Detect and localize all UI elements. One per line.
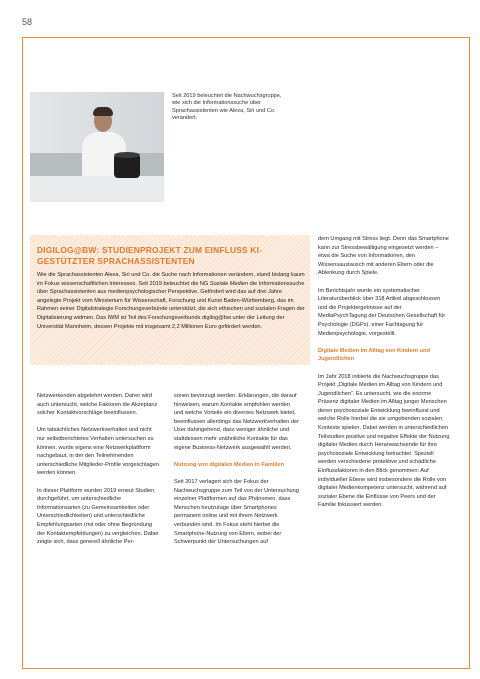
text-column-3 bbox=[318, 235, 450, 519]
column3-paragraph-1: dem Umgang mit Stress liegt. Denn das Smartphone kann zur Stressbewältigung eingesetzt werden – etwa die Suche von Informationen, den Wissensaustausch mit anderen Eltern oder die Ablenkung durch Spiele. bbox=[318, 236, 449, 277]
photo-caption: Seit 2019 beleuchtet die Nachwuchsgruppe, wie sich die Informationssuche über Sprachassistenten wie Alexa, Siri und Co. verändert. bbox=[172, 93, 282, 122]
column3-paragraph-2: Im Berichtsjahr wurde ein systematischer Literaturüberblick über 318 Artikel abgeschlossen und die Projektergebnisse auf der MediaPsychTagung der Deutschen Gesellschaft für Psychologie (DGPs), einer Fachtagung für Medienpsychologie, vorgestellt. bbox=[318, 287, 446, 337]
page-number: 58 bbox=[22, 17, 33, 27]
column2-paragraph-2: Seit 2017 verlagert sich der Fokus der Nachwuchsgruppe zum Teil von der Untersuchung einzelner Plattformen auf das Phänomen, dass Menschen heutzutage über Smartphones permanent online und mit ihrem Netzwerk verbunden sind. Im Fokus steht hierbei die Smartphone-Nutzung von Eltern, wobei der Schwerpunkt der Untersuchungen auf bbox=[174, 478, 299, 546]
text-column-2 bbox=[174, 392, 300, 555]
column1-paragraph-3: In dieser Plattform wurden 2019 erneut Studien durchgeführt, um unterschiedliche Informationsarten (zu Gemeinsamkeiten oder Unterschiedlichkeiten) und unterschiedliche Empfehlungsarten (mit oder ohne Begründung der Kontaktempfehlungen) zu vergleichen. Dabei zeigte sich, dass generell ähnliche Per- bbox=[37, 487, 159, 546]
infobox-text-part1: Wie die Sprachassistenten Alexa, Siri und Co. die Suche nach Informationen verändern, stand bislang kaum im Fokus wissenschaftlichen Interesses. Seit 2019 beleuchtet die NG bbox=[37, 272, 305, 287]
column2-paragraph-1: sonen bevorzugt werden. Erklärungen, die darauf hinweisen, warum Kontakte empfohlen werden und welche Vorteile ein diverses Netzwerk bietet, beeinflussen allerdings das Netzwerkverhalten der User dahingehend, dass weniger ähnliche und stattdessen mehr unähnliche Kontakte für das eigene Business-Netzwerk ausgewählt werden. bbox=[174, 393, 299, 451]
infobox-text-emphasis: Soziale Medien bbox=[209, 280, 249, 287]
photo-man-with-speaker bbox=[30, 92, 164, 202]
text-column-1 bbox=[37, 392, 159, 555]
column3-paragraph-3: Im Jahr 2018 initiierte die Nachwuchsgruppe das Projekt „Digitale Medien im Alltag von Kindern und Jugendlichen“. Es untersucht, wie die enorme Präsenz digitaler Medien im Alltag junger Menschen deren psychosoziale Entwicklung beeinflusst und welche Rolle hierbei die sie umgebenden sozialen Kontexte spielen. Dabei werden in unterschiedlichen Teilstudien positive und negative Effekte der Nutzung digitaler Medien durch Heranwachsende für ihre psychosoziale Entwicklung betrachtet. Speziell werden verschiedene protektive und schädliche Einflussfaktoren in den Blick genommen: Auf individueller Ebene wird insbesondere die Rolle von digitaler Medienkompetenz untersucht, während auf sozialer Ebene die Einflüsse von Peers und der Familie fokussiert werden. bbox=[318, 373, 450, 509]
smart-speaker-top bbox=[114, 152, 140, 158]
infobox-title: DIGILOG@BW: STUDIENPROJEKT ZUM EINFLUSS KI-GESTÜTZTER SPRACHASSISTENTEN bbox=[37, 245, 263, 266]
column1-paragraph-1: Netzwerkenden abgelehnt werden. Daher wird auch untersucht, welche Faktoren die Akzeptanz solcher Kontaktvorschläge beeinflussen. bbox=[37, 393, 158, 417]
photo-table bbox=[30, 176, 164, 202]
column1-paragraph-2: Um tatsächliches Netzwerkverhalten und nicht nur selbstberichtetes Verhalten untersuchen zu können, wurde eigens eine Netzwerkplattform nachgebaut, in der den Teilnehmenden unterschiedliche Mitglieder-Profile vorgeschlagen werden können. bbox=[37, 427, 159, 477]
infobox-text bbox=[37, 271, 305, 331]
column3-subheading: Digitale Medien im Alltag von Kindern und Jugendlichen bbox=[318, 347, 430, 363]
photo-man-hair bbox=[93, 107, 113, 116]
infobox-text-part2: die Informationssuche über Sprachassistenten aus medienpsychologischer Perspektive. Gefördert wird das auf drei Jahre angelegte Projekt vom Ministerium für Wissenschaft, Forschung und Kunst Baden-Württemberg, das im Rahmen seiner Digitalstrategie Forschungsverbünde unterstützt, die sich ethischen und sozialen Fragen der Digitalisierung widmen. Das IWM ist Teil des Forschungsverbunds digilog@bw unter der Leitung der Universität Mannheim, dessen Projekte mit insgesamt 2,2 Millionen Euro gefördert werden. bbox=[37, 280, 305, 330]
column2-subheading: Nutzung von digitalen Medien in Familien bbox=[174, 461, 285, 468]
